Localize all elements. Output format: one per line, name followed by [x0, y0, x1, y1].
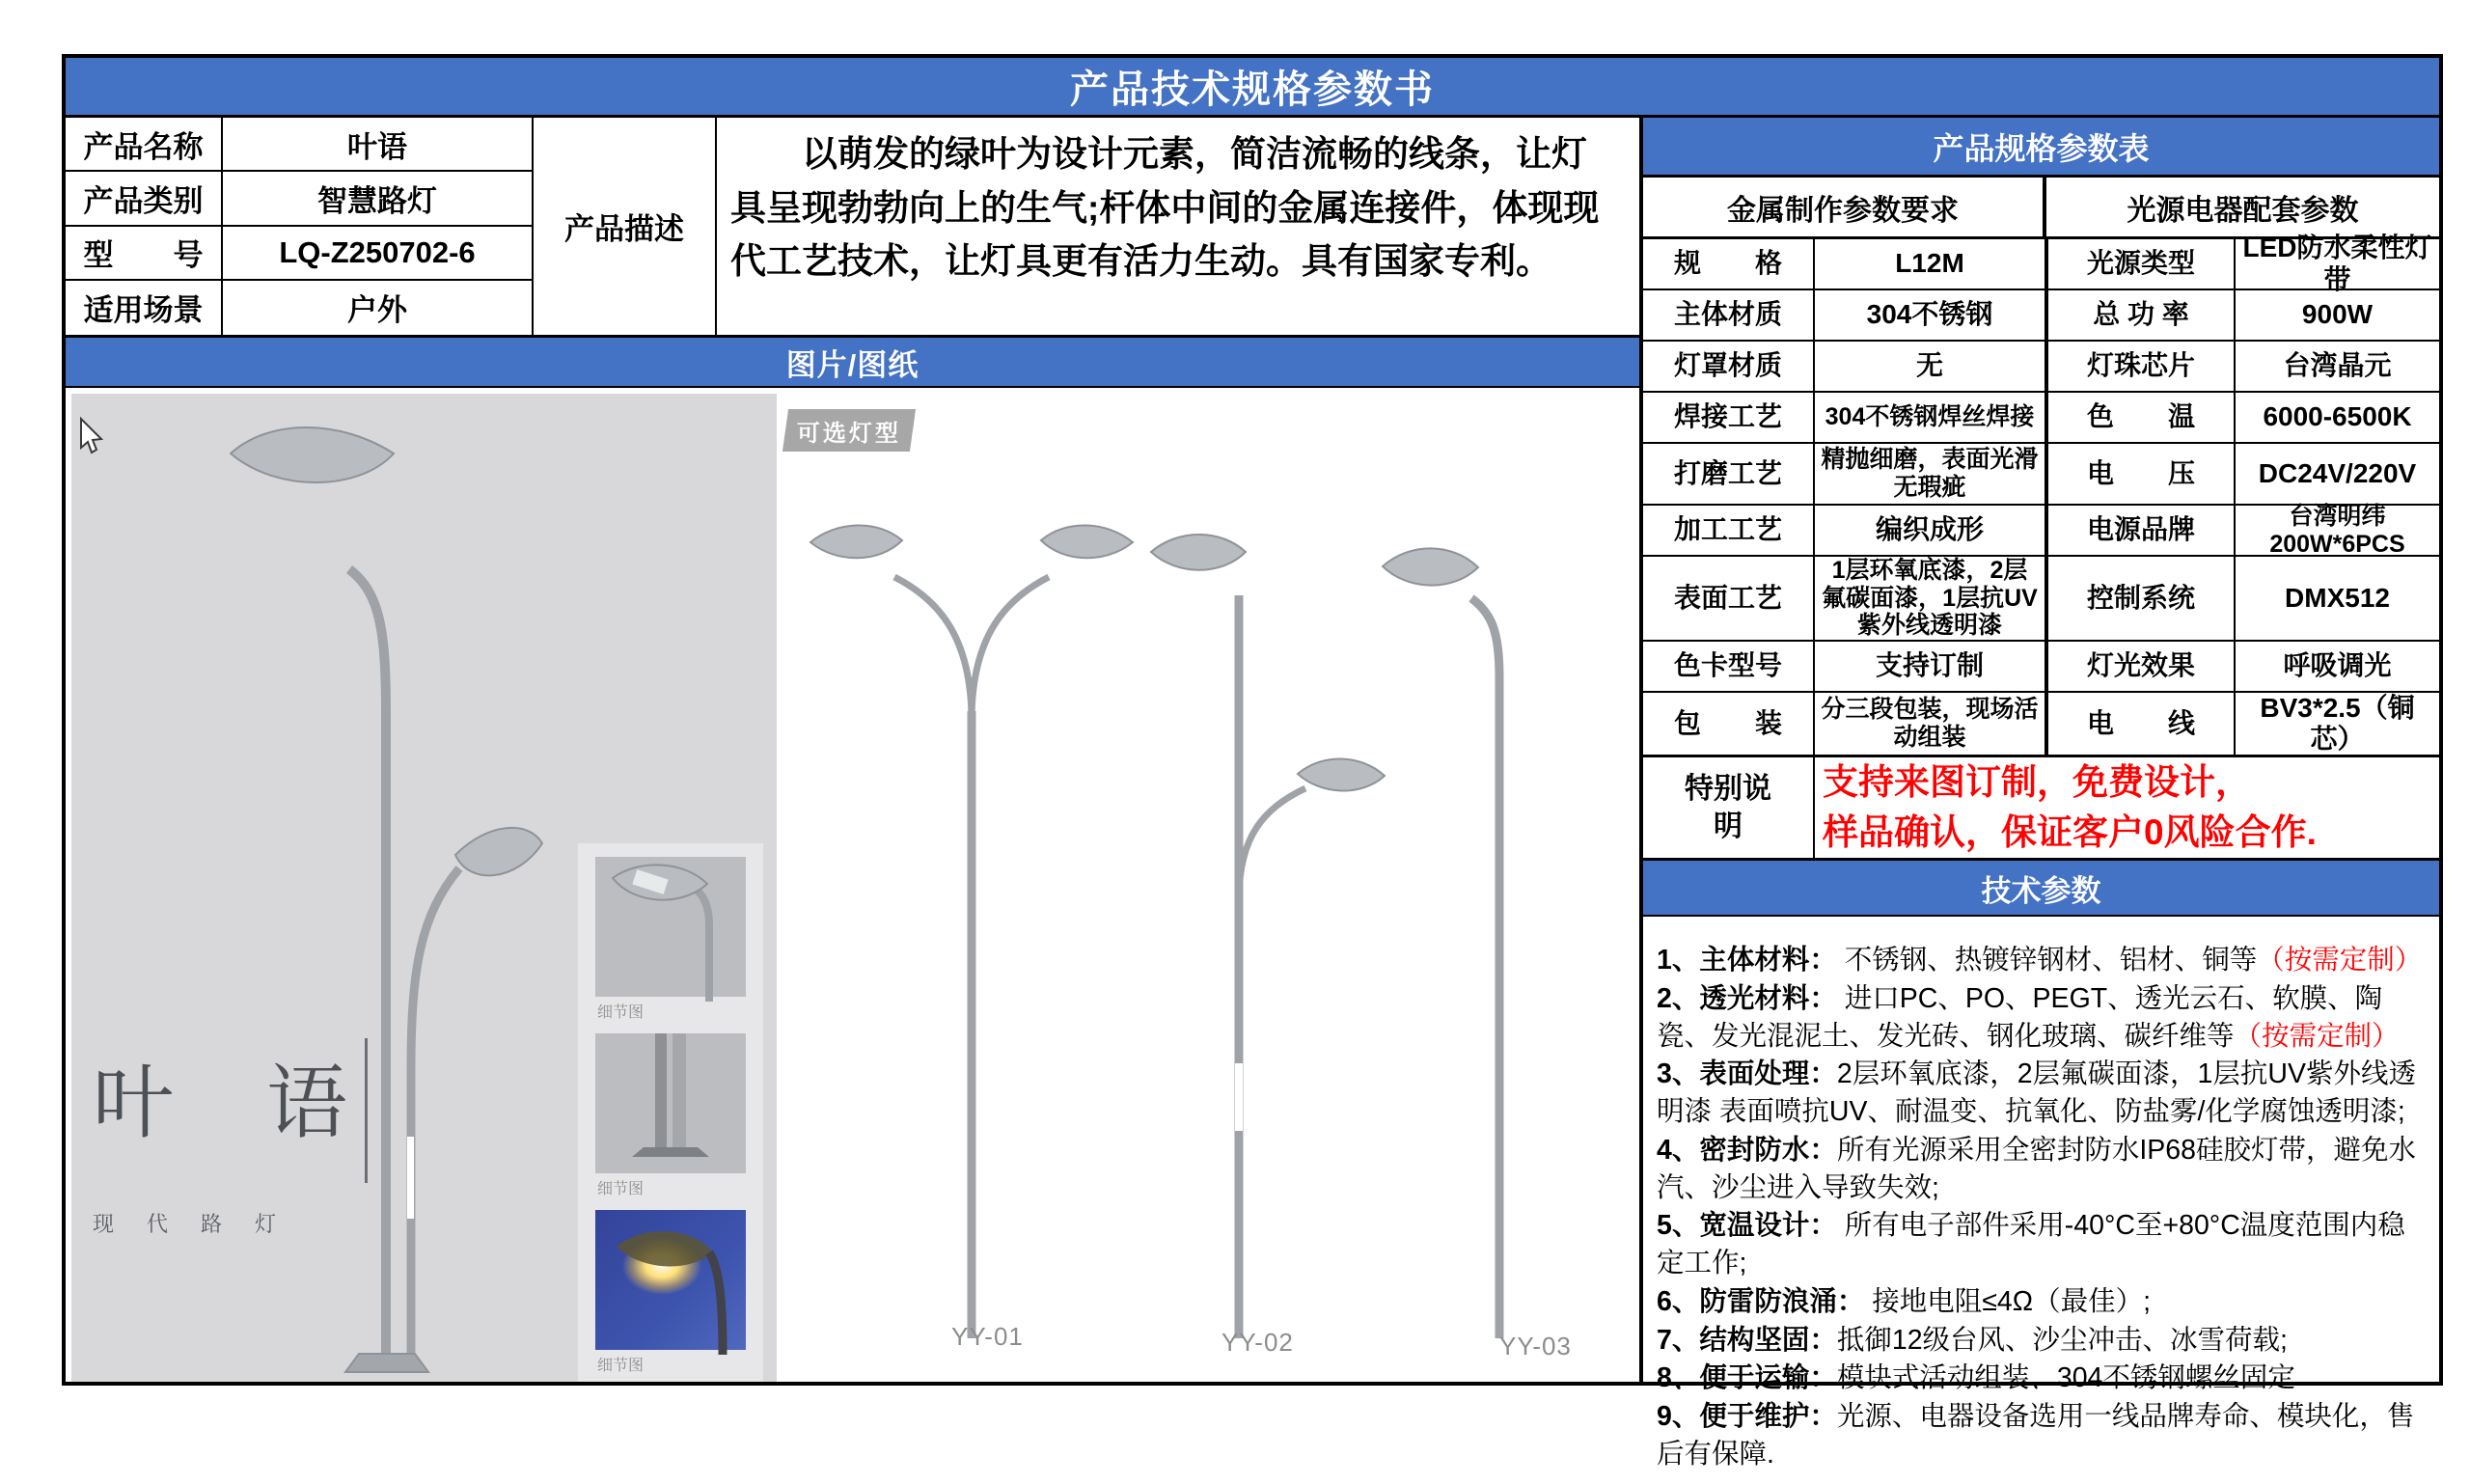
thumbnail-pole-base [595, 1033, 746, 1173]
tech-item: 2、透光材料： 进口PC、PO、PEGT、透光云石、软膜、陶瓷、发光混泥土、发光砖、钢化玻璃、碳纤维等（按需定制） [1657, 982, 2400, 1052]
product-images-area [66, 388, 1639, 1382]
thumbnail-lamp-head [595, 857, 746, 997]
model-label-yy02: YY-02 [1221, 1328, 1294, 1357]
spec-label: 色卡型号 [1643, 642, 1815, 693]
spec-label: 加工工艺 [1643, 506, 1815, 557]
page-title: 产品技术规格参数书 [66, 58, 2439, 118]
spec-value: 台湾明纬200W*6PCS [2236, 506, 2439, 557]
brand-char-1: 叶 [93, 1058, 175, 1148]
spec-label: 焊接工艺 [1643, 393, 1815, 444]
spec-value: L12M [1815, 239, 2046, 290]
spec-value: 900W [2236, 290, 2439, 342]
description-cell [717, 118, 1639, 335]
info-label: 适用场景 [66, 281, 223, 335]
left-column [66, 118, 1639, 1382]
brand-logo [93, 1038, 382, 1238]
spec-value: DMX512 [2236, 557, 2439, 642]
spec-value: 1层环氧底漆，2层氟碳面漆，1层抗UV紫外线透明漆 [1815, 557, 2046, 642]
group-light-params: 光源电器配套参数 [2127, 194, 2359, 227]
description-text: 以萌发的绿叶为设计元素，简洁流畅的线条，让灯具呈现勃勃向上的生气;杆体中间的金属连接件，体现现代工艺技术，让灯具更有活力生动。具有国家专利。 [730, 134, 1600, 281]
spec-label: 电 线 [2045, 693, 2236, 756]
model-label-yy03: YY-03 [1499, 1332, 1572, 1360]
tech-params-header: 技术参数 [1643, 861, 2439, 917]
spec-value: 台湾晶元 [2236, 342, 2439, 393]
tech-item: 4、密封防水：所有光源采用全密封防水IP68硅胶灯带，避免水汽、沙尘进入导致失效; [1657, 1134, 2416, 1203]
right-column [1639, 118, 2439, 1470]
info-value: LQ-Z250702-6 [223, 227, 534, 281]
special-note-row [1643, 756, 2439, 861]
tech-item: 8、便于运输：模块式活动组装、304不锈钢螺丝固定 [1657, 1362, 2295, 1394]
product-spec-sheet [62, 54, 2443, 1470]
info-label: 产品类别 [66, 172, 223, 226]
images-section-header: 图片/图纸 [66, 338, 1639, 388]
special-note-line1: 支持来图订制，免费设计， [1823, 762, 2251, 803]
tech-item: 7、结构坚固：抵御12级台风、沙尘冲击、冰雪荷载; [1657, 1324, 2288, 1356]
description-label: 产品描述 [534, 118, 717, 335]
brand-name [93, 1038, 382, 1183]
spec-label: 包 装 [1643, 693, 1815, 756]
lamp-variant-drawings [777, 388, 1639, 1378]
spec-label: 灯光效果 [2045, 642, 2236, 693]
special-note-text [1815, 757, 2439, 858]
sheet-body [66, 118, 2439, 1470]
spec-parameters-table [1643, 233, 2439, 756]
spec-value: 支持订制 [1815, 642, 2046, 693]
special-note-label: 特别说明 [1643, 757, 1815, 858]
spec-value: 304不锈钢 [1815, 290, 2046, 342]
spec-label: 表面工艺 [1643, 557, 1815, 642]
spec-label: 电源品牌 [2045, 506, 2236, 557]
tech-item: 1、主体材料： 不锈钢、热镀锌钢材、铝材、铜等（按需定制） [1657, 945, 2423, 976]
spec-table-header: 产品规格参数表 [1643, 118, 2439, 178]
info-label: 型 号 [66, 227, 223, 281]
spec-label: 灯罩材质 [1643, 342, 1815, 393]
detail-thumbnails [578, 843, 763, 1382]
group-metal-params: 金属制作参数要求 [1643, 178, 2046, 236]
spec-value: 分三段包装，现场活动组装 [1815, 693, 2046, 756]
spec-label: 灯珠芯片 [2045, 342, 2236, 393]
spec-value: 精抛细磨，表面光滑无瑕疵 [1815, 444, 2046, 506]
spec-label: 规 格 [1643, 239, 1815, 290]
tech-item: 5、宽温设计： 所有电子部件采用-40°C至+80°C温度范围内稳定工作; [1657, 1210, 2405, 1278]
spec-group-headers [1643, 178, 2439, 239]
tech-params-list [1643, 917, 2439, 1484]
info-value: 智慧路灯 [223, 172, 534, 226]
spec-value: 无 [1815, 342, 2046, 393]
spec-value: LED防水柔性灯带 [2236, 239, 2439, 290]
spec-value: 6000-6500K [2236, 393, 2439, 444]
spec-label: 色 温 [2045, 393, 2236, 444]
thumbnail-lit-lamp-night [595, 1210, 746, 1350]
spec-value: 呼吸调光 [2236, 642, 2439, 693]
brand-subtitle: 现代路灯 [93, 1212, 310, 1236]
spec-value: 编织成形 [1815, 506, 2046, 557]
optional-types-tag: 可选灯型 [782, 409, 916, 452]
spec-value: BV3*2.5（铜芯） [2236, 693, 2439, 756]
spec-label: 总 功 率 [2045, 290, 2236, 342]
spec-label: 主体材质 [1643, 290, 1815, 342]
spec-label: 打磨工艺 [1643, 444, 1815, 506]
info-value: 叶语 [223, 118, 534, 172]
tech-item: 3、表面处理：2层环氧底漆，2层氟碳面漆，1层抗UV紫外线透明漆 表面喷抗UV、耐温变、抗氧化、防盐雾/化学腐蚀透明漆; [1657, 1058, 2417, 1127]
info-value: 户外 [223, 281, 534, 335]
thumbnail-caption: 细节图 [597, 1358, 645, 1374]
thumbnail-caption: 细节图 [597, 1004, 645, 1021]
thumbnail-caption: 细节图 [597, 1181, 645, 1197]
spec-label: 电 压 [2045, 444, 2236, 506]
tech-item: 6、防雷防浪涌： 接地电阻≤4Ω（最佳）; [1657, 1285, 2151, 1317]
brand-char-2: 语 [266, 1058, 348, 1148]
spec-value: DC24V/220V [2236, 444, 2439, 506]
spec-label: 控制系统 [2045, 557, 2236, 642]
info-label: 产品名称 [66, 118, 223, 172]
tech-item: 9、便于维护：光源、电器设备选用一线品牌寿命、模块化，售后有保障. [1657, 1401, 2415, 1470]
spec-label: 光源类型 [2045, 239, 2236, 290]
spec-value: 304不锈钢焊丝焊接 [1815, 393, 2046, 444]
brand-divider [365, 1038, 368, 1183]
special-note-line2: 样品确认，保证客户0风险合作. [1823, 812, 2317, 852]
mouse-cursor-icon [79, 419, 108, 455]
product-info-table [66, 118, 1639, 338]
model-label-yy01: YY-01 [951, 1322, 1024, 1351]
